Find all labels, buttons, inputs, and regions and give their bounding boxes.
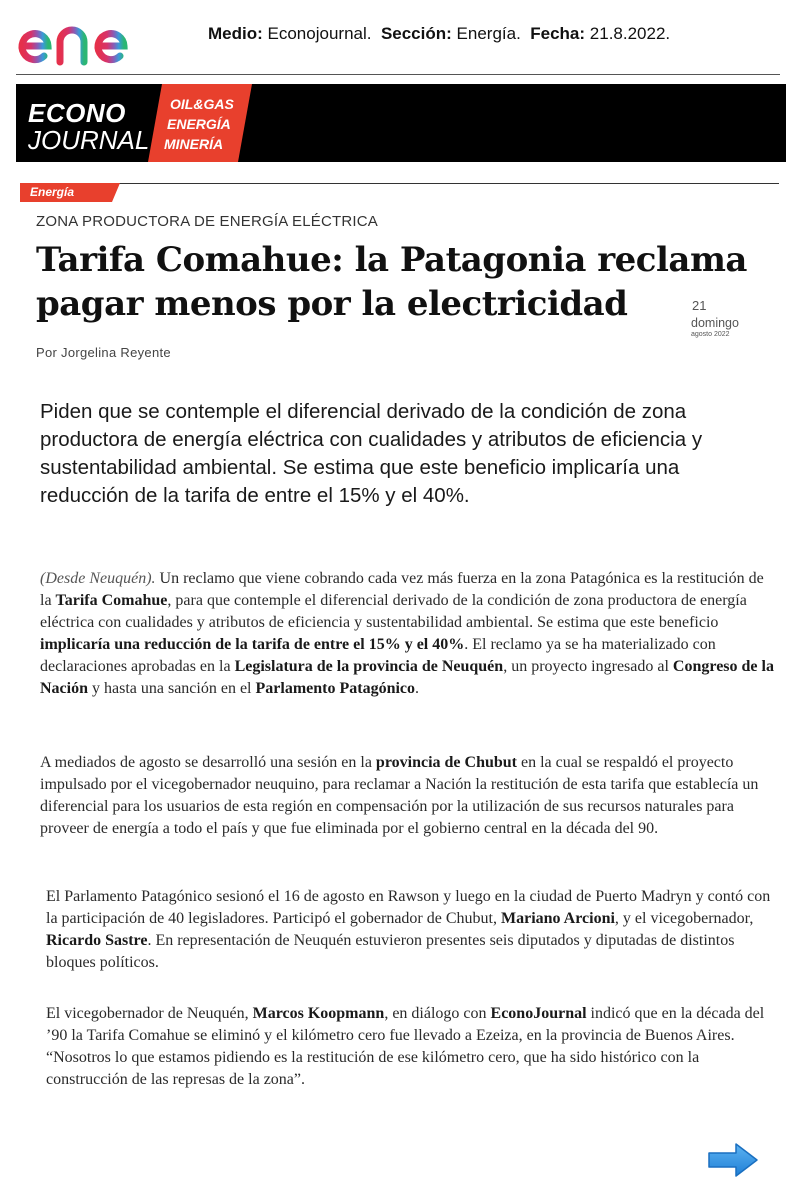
article-byline: Por Jorgelina Reyente [36,345,171,360]
body-paragraph-4 [46,1003,771,1091]
body-text: Un reclamo que viene cobrando cada vez más fuerza en la zona Patagónica es la restitución de la [40,570,764,609]
body-text: . El reclamo ya se ha materializado con declaraciones aprobadas en la [40,636,716,675]
brand-journal: JOURNAL [28,125,150,155]
body-highlight: Legislatura de la provincia de Neuquén [234,658,504,675]
body-text: . En representación de Neuquén estuvieron presentes seis diputados y diputadas de distintos bloques políticos. [46,932,735,971]
section-label[interactable]: Energía [30,185,75,199]
body-highlight: Congreso de la Nación [40,658,774,697]
article-title: Tarifa Comahue: la Patagonia reclama pagar menos por la electricidad [36,240,747,324]
body-text: . [415,680,420,697]
body-text: El Parlamento Patagónico sesionó el 16 de agosto en Rawson y luego en la ciudad de Puerto Madryn y contó con la participación de 40 legisladores. Participó el gobernador de Chubut, [46,888,771,927]
body-text: A mediados de agosto se desarrolló una sesión en la [40,754,376,771]
article-lead: Piden que se contemple el diferencial derivado de la condición de zona productora de energía eléctrica con cualidades y atributos de eficiencia y sustentabilidad ambiental. Se estima que este beneficio implicaría una reducción de la tarifa de entre el 15% y el 40%. [40,400,703,507]
date-weekday: domingo [691,316,739,330]
body-text: en la cual se respaldó el proyecto impulsado por el vicegobernador neuquino, para reclamar a Nación la restitución de esta tarifa que establecía un diferencial para los usuarios de esta región en compensación por la utilización de sus recursos naturales para proveer de energía a todo el país y que fue eliminada por el gobierno central en la década del 90. [40,754,759,837]
enel-logo [14,6,174,70]
body-text: , y el vicegobernador, [614,910,754,927]
tag-energia: ENERGÍA [167,116,231,132]
tag-oil-gas: OIL&GAS [170,96,234,112]
date-month-year: agosto 2022 [691,331,730,338]
body-highlight: Mariano Arcioni [500,910,615,927]
body-text: , para que contemple el diferencial derivado de la condición de zona productora de energía eléctrica con cualidades y atributos de eficiencia y sustentabilidad ambiental. Se estima que este beneficio [40,592,747,631]
medio-value: Econojournal. [267,24,372,43]
body-highlight: Tarifa Comahue [55,592,168,609]
medio-label: Medio: [208,24,263,43]
body-text: El vicegobernador de Neuquén, [46,1005,253,1022]
body-highlight: EconoJournal [490,1005,587,1022]
next-arrow-icon[interactable] [706,1140,760,1180]
fecha-label: Fecha: [530,24,586,43]
body-text: , en diálogo con [384,1005,491,1022]
article-kicker: ZONA PRODUCTORA DE ENERGÍA ELÉCTRICA [36,213,378,230]
date-day: 21 [692,298,707,313]
body-highlight: Marcos Koopmann [252,1005,385,1022]
body-highlight: Parlamento Patagónico [255,680,416,697]
body-text: indicó que en la década del ’90 la Tarifa Comahue se eliminó y el kilómetro cero fue llevado a Ezeiza, en la provincia de Buenos Aires. “Nosotros lo que estamos pidiendo es la restitución de ese kilómetro cero, que ha sido histórico con la construcción de las represas de la zona”. [46,1005,765,1088]
dateline: (Desde Neuquén). [40,570,156,587]
body-highlight: Ricardo Sastre [46,932,148,949]
seccion-label: Sección: [380,24,452,43]
header-divider [16,74,780,75]
body-paragraph-2 [40,752,775,840]
seccion-value: Energía. [456,24,521,43]
section-divider [118,183,779,184]
body-text: y hasta una sanción en el [88,680,256,697]
source-meta-line [208,24,670,44]
body-highlight: provincia de Chubut [375,754,517,771]
fecha-value: 21.8.2022. [589,24,671,43]
body-paragraph-1 [40,568,775,700]
tag-mineria: MINERÍA [164,136,224,152]
body-highlight: implicaría una reducción de la tarifa de entre el 15% y el 40% [40,636,465,653]
brand-econo: ECONO [28,98,126,128]
body-text: , un proyecto ingresado al [503,658,673,675]
body-paragraph-3 [46,886,771,974]
banner-tags [164,94,234,154]
